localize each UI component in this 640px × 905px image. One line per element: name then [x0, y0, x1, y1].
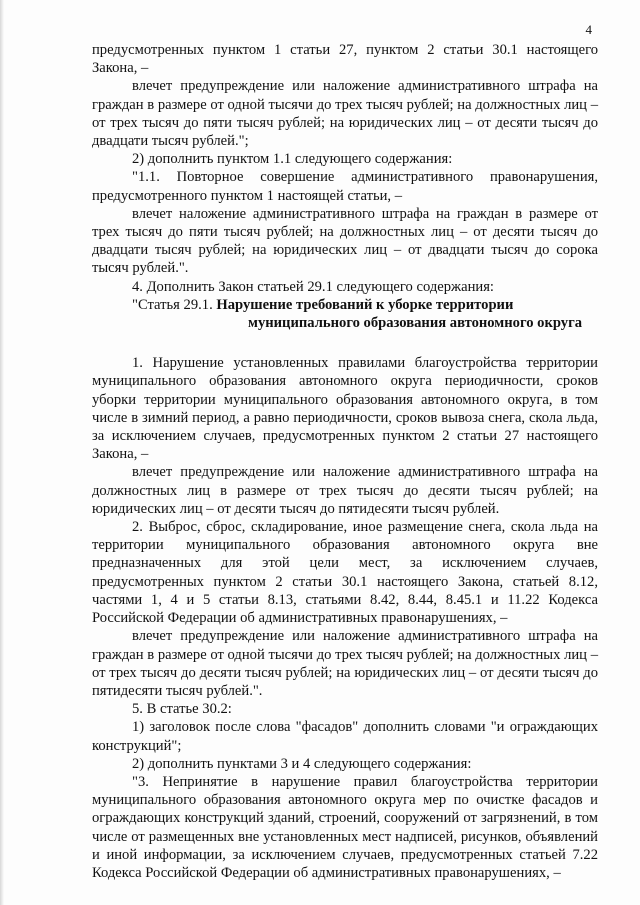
- paragraph-bottom-0: 1. Нарушение установленных правилами благоустройства территории муниципального образования автономного округа периодичности, сроков уборки территории муниципального образования автономного округа, в том числе в зимний период, а равно периодичности, сроков вывоза снега, скола льда, за исключением случаев, предусмотренных пунктом 2 статьи 27 настоящего Закона, –: [92, 355, 598, 463]
- heading-spacer: [92, 332, 598, 354]
- article-title-line1: Нарушение требований к уборке территории: [216, 296, 514, 313]
- page-number: 4: [585, 22, 592, 37]
- article-prefix: "Статья 29.1.: [132, 296, 217, 313]
- paragraph-top-3: "1.1. Повторное совершение административного правонарушения, предусмотренного пунктом 1 настоящей статьи, –: [92, 169, 598, 204]
- paragraph-top-0: предусмотренных пунктом 1 статьи 27, пунктом 2 статьи 30.1 настоящего Закона, –: [92, 42, 598, 77]
- paragraph-bottom-1: влечет предупреждение или наложение административного штрафа на должностных лиц в размере от трех тысяч до десяти тысяч рублей; на юридических лиц – от десяти тысяч до пятидесяти тысяч рублей.: [92, 464, 598, 517]
- paragraph-top-5: 4. Дополнить Закон статьей 29.1 следующего содержания:: [132, 278, 494, 295]
- article-title-line2: муниципального образования автономного округа: [248, 315, 583, 332]
- document-body: [92, 41, 598, 882]
- paragraph-bottom-3: влечет предупреждение или наложение административного штрафа на граждан в размере от одной тысячи до трех тысяч рублей; на должностных лиц – от трех тысяч до десяти тысяч рублей; на юридических лиц – от десяти тысяч до пятидесяти тысяч рублей.".: [92, 628, 598, 699]
- paragraph-top-4: влечет наложение административного штрафа на граждан в размере от трех тысяч до пяти тысяч рублей; на должностных лиц – от десяти тысяч до двадцати тысяч рублей; на юридических лиц – от двадцати тысяч до сорока тысяч рублей.".: [92, 205, 598, 277]
- paragraph-bottom-2: 2. Выброс, сброс, складирование, иное размещение снега, скола льда на территории муниципального образования автономного округа вне предназначенных для этой цели мест, за исключением случаев, предусмотренных пунктом 2 статьи 30.1 настоящего Закона, статьей 8.12, частями 1, 4 и 5 статьи 8.13, статьями 8.42, 8.44, 8.45.1 и 11.22 Кодекса Российской Федерации об административных правонарушениях, –: [92, 519, 598, 627]
- paragraph-bottom-4: 5. В статье 30.2:: [132, 701, 232, 718]
- paragraph-bottom-5: 1) заголовок после слова "фасадов" дополнить словами "и ограждающих конструкций";: [92, 719, 598, 754]
- paragraph-bottom-7: "3. Непринятие в нарушение правил благоустройства территории муниципального образования автономного округа мер по очистке фасадов и ограждающих конструкций зданий, строений, сооружений от загрязнений, в том числе от размещенных вне установленных мест надписей, рисунков, объявлений и иной информации, за исключением случаев, предусмотренных статьей 7.22 Кодекса Российской Федерации об административных правонарушениях, –: [92, 773, 598, 881]
- scan-edge: [0, 0, 4, 905]
- paragraph-bottom-6: 2) дополнить пунктами 3 и 4 следующего содержания:: [132, 755, 472, 772]
- paragraph-top-1: влечет предупреждение или наложение административного штрафа на граждан в размере от одной тысячи до трех тысяч рублей; на должностных лиц – от трех тысяч до пяти тысяч рублей; на юридических лиц – от десяти тысяч до двадцати тысяч рублей.";: [92, 78, 598, 150]
- paragraph-top-2: 2) дополнить пунктом 1.1 следующего содержания:: [132, 151, 453, 168]
- article-heading: [92, 296, 598, 314]
